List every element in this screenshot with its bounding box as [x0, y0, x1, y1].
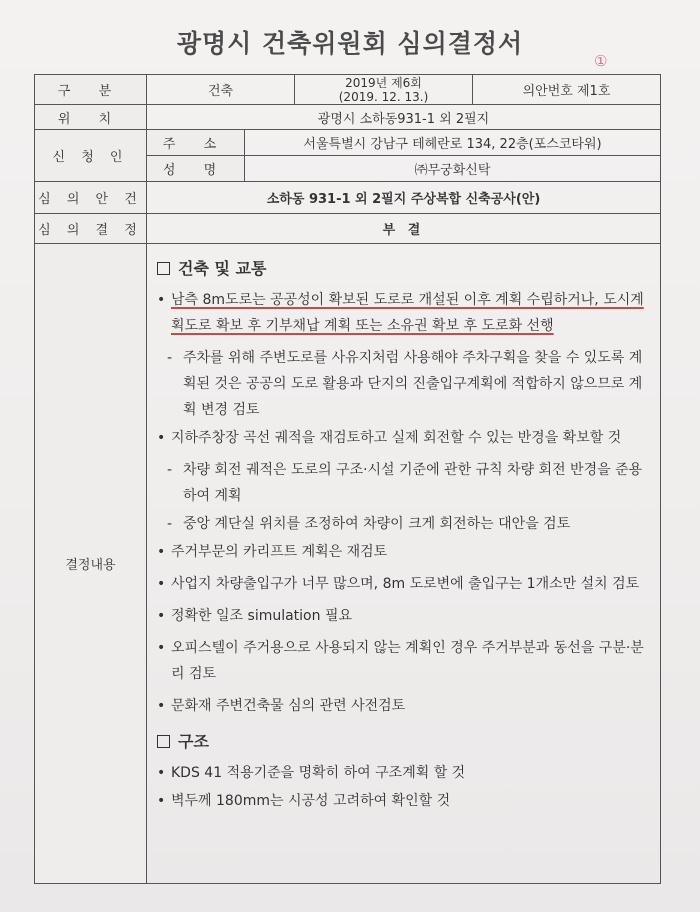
name-value: ㈜무궁화신탁 — [245, 156, 661, 182]
handwritten-mark: ① — [594, 52, 608, 70]
list-item: • 문화재 주변건축물 심의 관련 사전검토 — [157, 698, 406, 714]
list-item: • KDS 41 적용기준을 명확히 하여 구조계획 할 것 — [157, 765, 466, 781]
list-item: • 주거부문의 카리프트 계획은 재검토 — [157, 544, 388, 560]
list-item: • 오피스텔이 주거용으로 사용되지 않는 계획인 경우 주거부분과 동선을 구분·분리 검토 — [157, 640, 644, 682]
checkbox-square-icon — [157, 735, 170, 748]
address-value: 서울특별시 강남구 테헤란로 134, 22층(포스코타워) — [245, 130, 661, 156]
list-item: • 지하주창장 곡선 궤적을 재검토하고 실제 회전할 수 있는 반경을 확보할 것 — [157, 430, 622, 446]
location-value: 광명시 소하동931-1 외 2필지 — [147, 105, 661, 130]
list-item: • 정확한 일조 simulation 필요 — [157, 608, 352, 624]
name-label: 성 명 — [147, 156, 245, 182]
session-line-2: (2019. 12. 13.) — [338, 89, 429, 104]
division-label: 구 분 — [35, 75, 147, 105]
location-label: 위 치 — [35, 105, 147, 130]
agenda-item-value: 소하동 931-1 외 2필지 주상복합 신축공사(안) — [147, 182, 661, 214]
applicant-label: 신 청 인 — [35, 130, 147, 182]
section-heading-architecture: 건축 및 교통 — [157, 256, 650, 279]
address-label: 주 소 — [147, 130, 245, 156]
decision-label: 심 의 결 정 — [35, 214, 147, 244]
list-item: • 남측 8m도로는 공공성이 확보된 도로로 개설된 이후 계획 수립하거나, 도시계획도로 확보 후 기부채납 계획 또는 소유권 확보 후 도로화 선행 — [157, 292, 644, 334]
content-label: 결정내용 — [35, 244, 147, 884]
decision-value: 부 결 — [147, 214, 661, 244]
sub-list-item: - 주차를 위해 주변도로를 사유지처럼 사용해야 주차구획을 찾을 수 있도록 계획된 것은 공공의 도로 활용과 단지의 진출입구계획에 적합하지 않으므로 계획 변경 검토 — [167, 350, 643, 418]
agenda-item-label: 심 의 안 건 — [35, 182, 147, 214]
sub-list-item: - 중앙 계단실 위치를 조정하여 차량이 크게 회전하는 대안을 검토 — [167, 516, 571, 532]
sub-list-item: - 차량 회전 궤적은 도로의 구조·시설 기준에 관한 규칙 차량 회전 반경을 준용하여 계획 — [167, 462, 643, 504]
list-item: • 사업지 차량출입구가 너무 많으며, 8m 도로변에 출입구는 1개소만 설치 검토 — [157, 576, 640, 592]
session-cell — [295, 75, 473, 105]
checkbox-square-icon — [157, 262, 170, 275]
document-title: 광명시 건축위원회 심의결정서 — [176, 29, 524, 58]
decision-content — [147, 244, 661, 884]
list-item: • 벽두께 180mm는 시공성 고려하여 확인할 것 — [157, 793, 451, 809]
session-line-1: 2019년 제6회 — [345, 75, 422, 90]
section-heading-structure: 구조 — [157, 729, 650, 752]
decision-table — [34, 74, 661, 884]
agenda-number: 의안번호 제1호 — [473, 75, 661, 105]
division-value: 건축 — [147, 75, 295, 105]
